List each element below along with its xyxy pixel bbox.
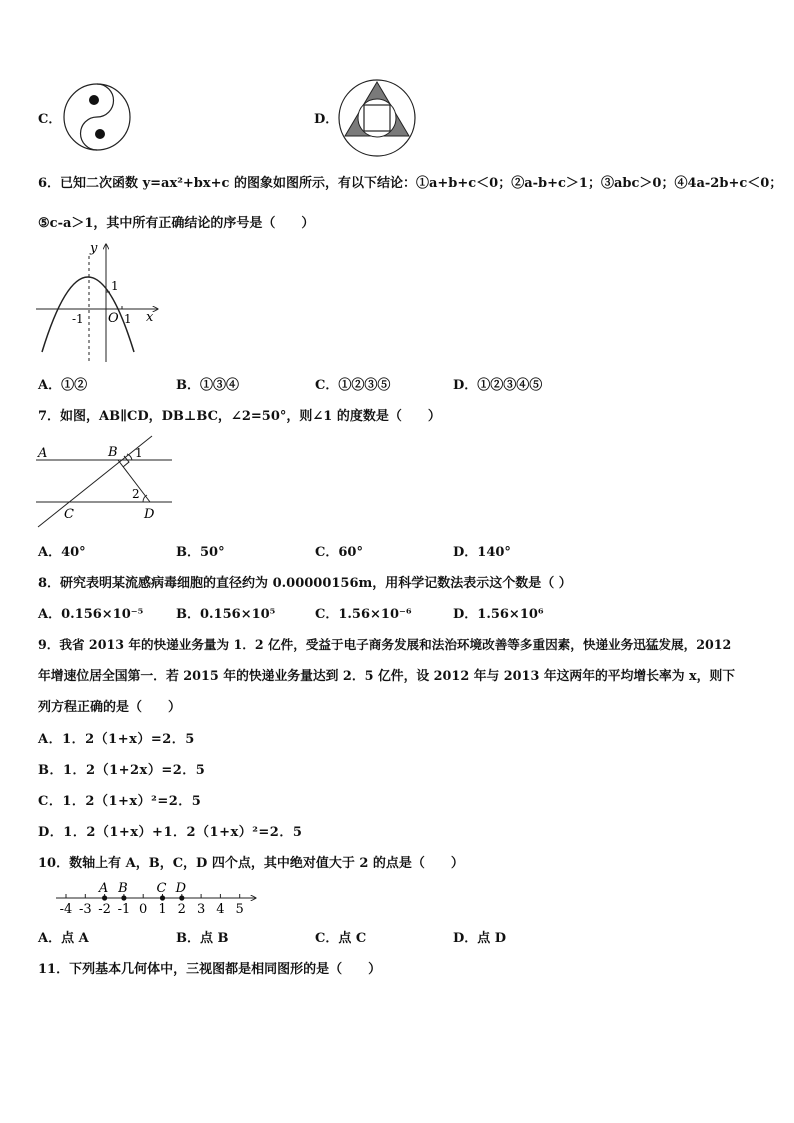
yin-yang-figure [62, 82, 134, 154]
number-line-point-label-b: B [118, 881, 128, 896]
q6-option-d: D．①②③④⑤ [453, 378, 543, 393]
fig7-label-d: D [144, 507, 155, 522]
graph-label-y: y [90, 241, 98, 256]
q10-option-b: B．点 B [176, 931, 229, 946]
q6-option-b: B．①③④ [176, 378, 239, 393]
q10-option-c: C．点 C [315, 931, 367, 946]
q6-stem-line2: ⑤c-a＞1，其中所有正确结论的序号是（ ） [38, 216, 315, 231]
graph-label-one-x: 1 [124, 312, 132, 326]
q6-option-c: C．①②③⑤ [315, 378, 391, 393]
graph-label-x: x [146, 310, 154, 325]
q10-stem: 10．数轴上有 A，B，C，D 四个点，其中绝对值大于 2 的点是（ ） [38, 856, 464, 871]
graph-label-neg-one: -1 [72, 312, 84, 326]
number-line-point-a [102, 895, 107, 900]
q9-stem-line3: 列方程正确的是（ ） [38, 700, 182, 715]
q9-option-a: A．1．2（1+x）=2．5 [38, 732, 195, 747]
q9-stem-line1: 9．我省 2013 年的快递业务量为 1．2 亿件，受益于电子商务发展和法治环境改善等多重因素，快递业务迅猛发展，2012 [38, 637, 732, 652]
parallel-lines-figure [36, 432, 176, 530]
number-line-tick-label: 5 [235, 902, 244, 917]
q9-option-b: B．1．2（1+2x）=2．5 [38, 763, 206, 778]
number-line-tick-label: -4 [59, 902, 73, 917]
fig7-label-angle1: 1 [135, 446, 143, 460]
number-line-tick-label: 3 [196, 902, 206, 917]
q6-stem-line1: 6．已知二次函数 y=ax²+bx+c 的图象如图所示，有以下结论：①a+b+c＜0；②a-b+c＞1；③abc＞0；④4a-2b+c＜0； [38, 176, 783, 191]
number-line-point-b [121, 895, 126, 900]
q7-option-b: B．50° [176, 545, 225, 560]
fig7-label-angle2: 2 [132, 487, 140, 501]
q11-stem: 11．下列基本几何体中，三视图都是相同图形的是（ ） [38, 962, 382, 977]
number-line-tick-label: -3 [78, 902, 92, 917]
q5-option-c-label: C． [38, 112, 62, 127]
number-line-tick-label: 4 [216, 902, 225, 917]
q10-option-d: D．点 D [453, 931, 507, 946]
q9-option-c: C．1．2（1+x）²=2．5 [38, 794, 202, 809]
circle-triangle-square-figure [336, 78, 418, 158]
number-line-tick-label: -2 [98, 902, 111, 917]
graph-label-one-y: 1 [111, 279, 119, 293]
graph-label-origin: O [108, 311, 119, 326]
number-line-tick-label: 1 [158, 902, 167, 917]
q7-option-d: D．140° [453, 545, 511, 560]
number-line-tick-label: 0 [139, 902, 148, 917]
q9-option-d: D．1．2（1+x）+1．2（1+x）²=2．5 [38, 825, 303, 840]
q7-option-a: A．40° [38, 545, 86, 560]
fig7-label-b: B [108, 445, 118, 460]
number-line-point-c [160, 895, 165, 900]
q8-option-a: A．0.156×10⁻⁵ [38, 607, 144, 622]
fig7-label-a: A [38, 446, 48, 461]
number-line-point-label-c: C [156, 881, 167, 896]
q8-option-c: C．1.56×10⁻⁶ [315, 607, 412, 622]
q5-option-d-label: D． [314, 112, 339, 127]
q8-stem: 8．研究表明某流感病毒细胞的直径约为 0.00000156m，用科学记数法表示这个数是（ ） [38, 576, 572, 591]
number-line-point-label-a: A [98, 881, 109, 896]
number-line-tick-label: 2 [177, 902, 186, 917]
fig7-label-c: C [64, 507, 74, 522]
q8-option-b: B．0.156×10⁵ [176, 607, 276, 622]
q8-option-d: D．1.56×10⁶ [453, 607, 544, 622]
parabola-graph [36, 240, 166, 364]
number-line-point-d [179, 895, 184, 900]
q6-option-a: A．①② [38, 378, 88, 393]
q7-option-c: C．60° [315, 545, 363, 560]
number-line-figure [52, 874, 262, 916]
q9-stem-line2: 年增速位居全国第一．若 2015 年的快递业务量达到 2．5 亿件，设 2012 年与 2013 年这两年的平均增长率为 x，则下 [38, 669, 736, 684]
number-line-tick-label: -1 [117, 902, 131, 917]
q7-stem: 7．如图，AB∥CD，DB⊥BC，∠2=50°，则∠1 的度数是（ ） [38, 409, 441, 424]
number-line-point-label-d: D [175, 881, 187, 896]
q10-option-a: A．点 A [38, 931, 89, 946]
